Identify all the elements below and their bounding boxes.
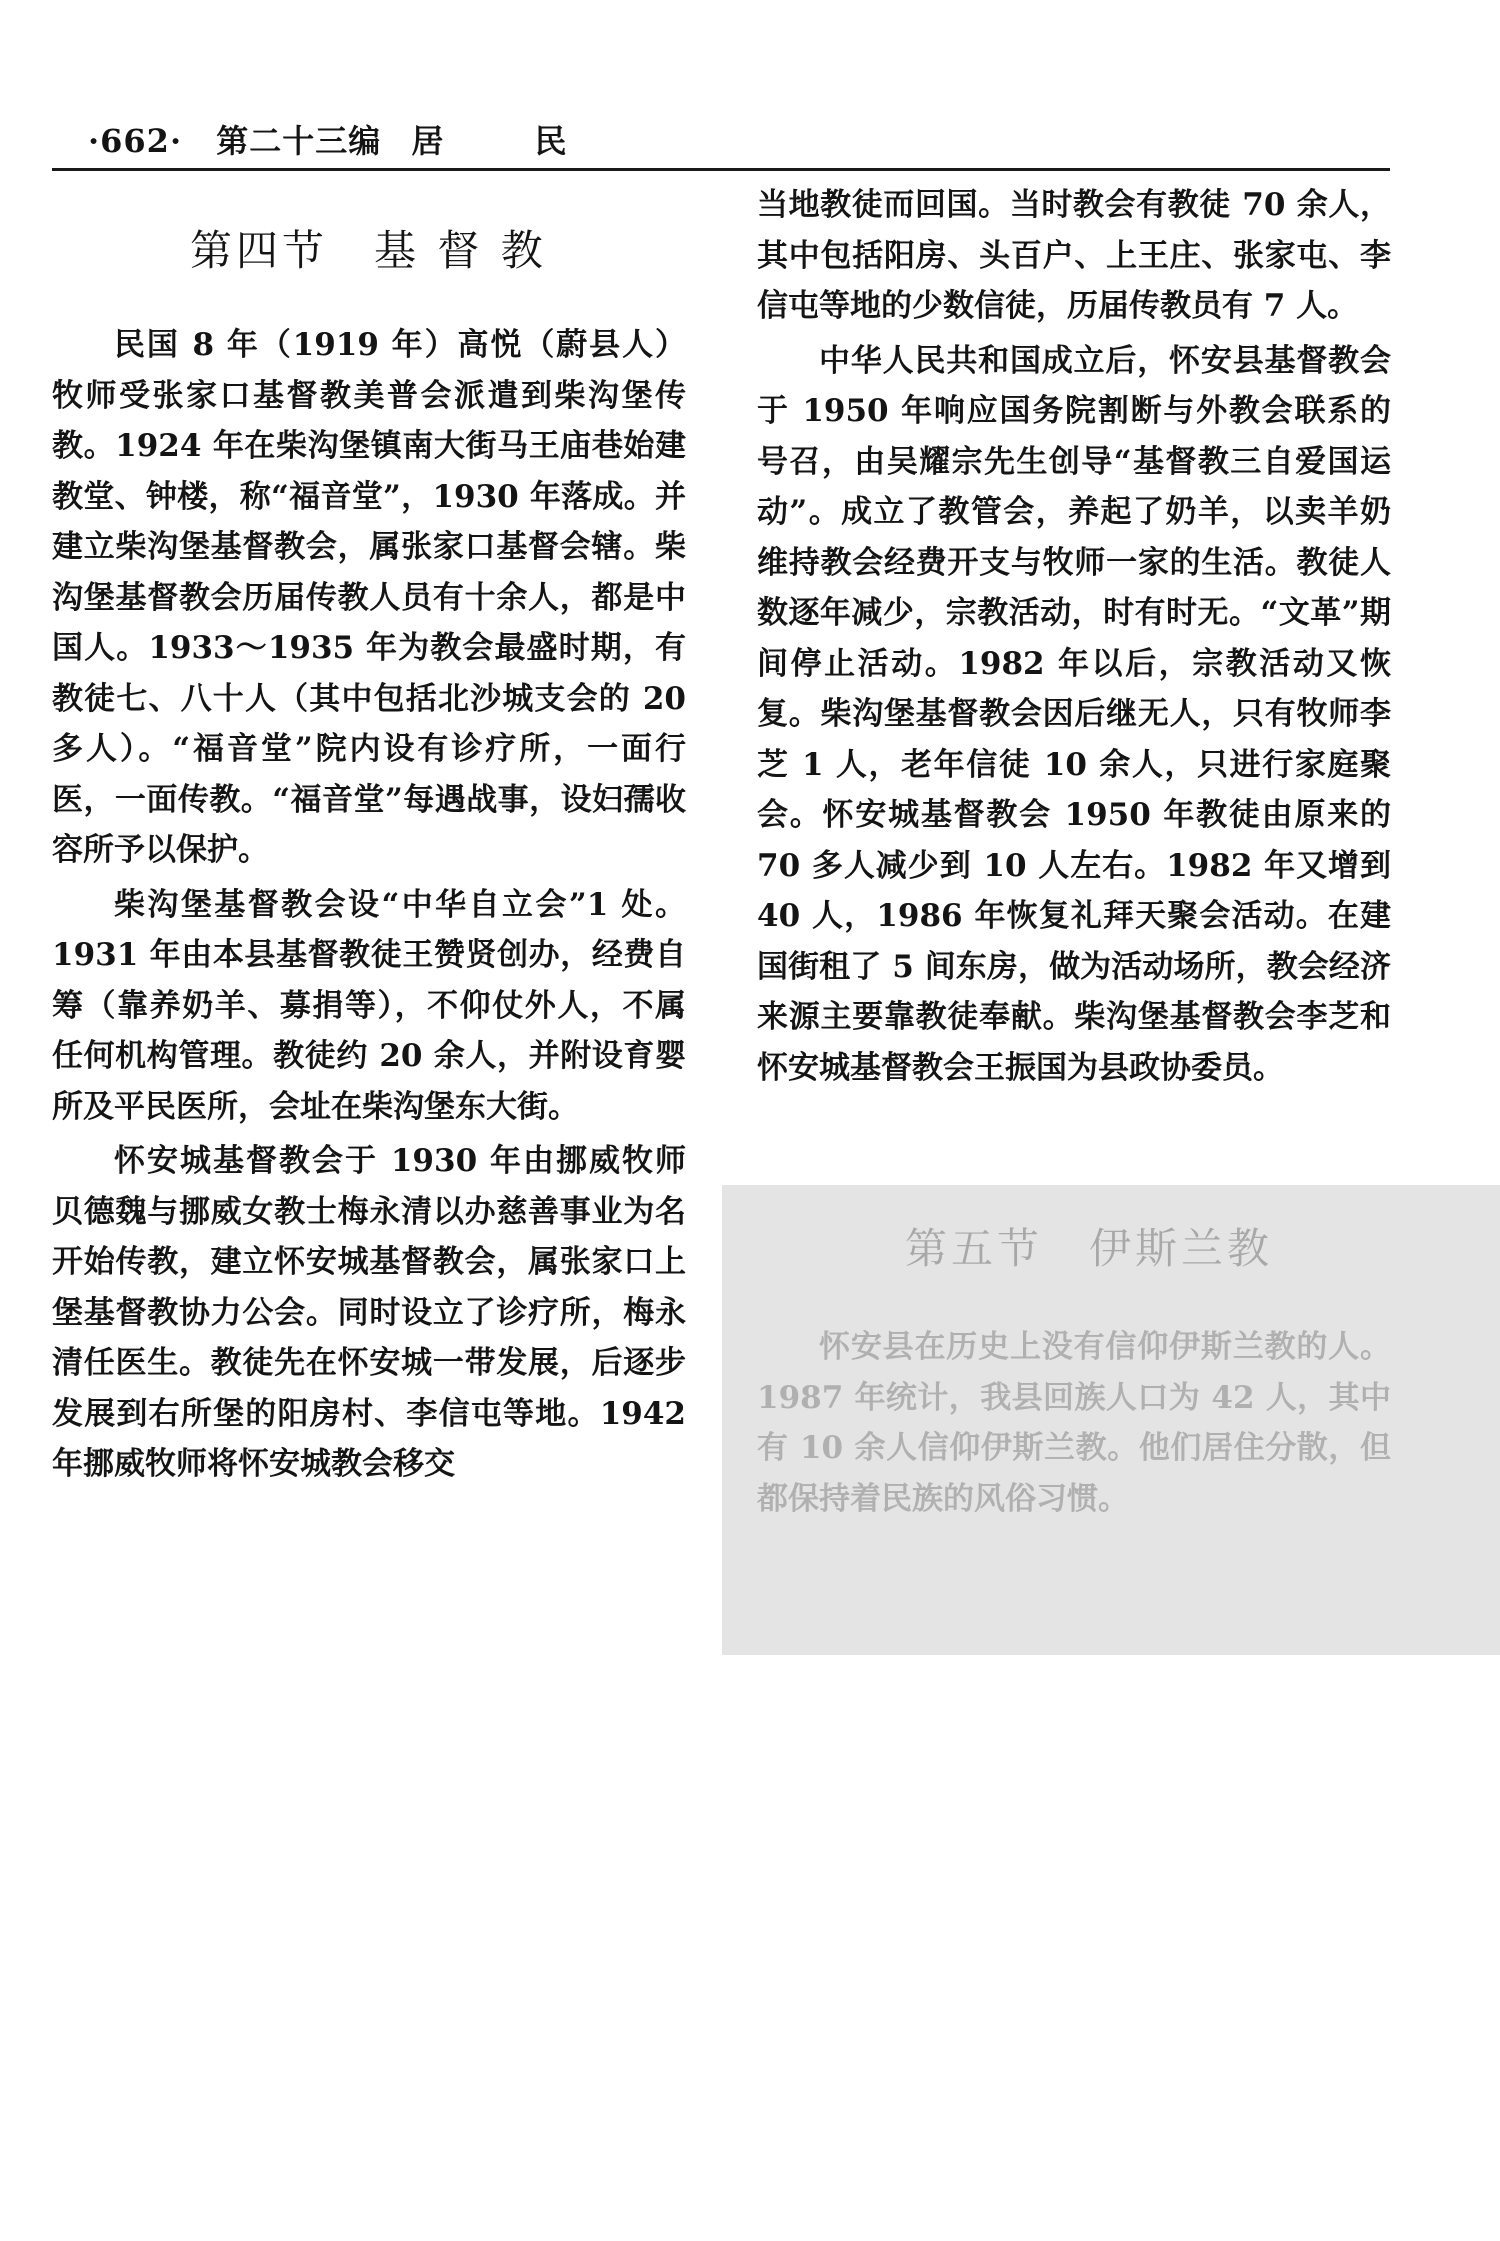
section-4-paragraph-4: 中华人民共和国成立后，怀安县基督教会于 1950 年响应国务院割断与外教会联系的号召，由吴耀宗先生创导“基督教三自爱国运动”。成立了教管会，养起了奶羊，以卖羊奶维持教会经费开支与牧师一家的生活。教徒人数逐年减少，宗教活动，时有时无。“文革”期间停止活动。1982 年以后，宗教活动又恢复。柴沟堡基督教会因后继无人，只有牧师李芝 1 人，老年信徒 10 余人，只进行家庭聚会。怀安城基督教会 1950 年教徒由原来的 70 多人减少到 10 人左右。1982 年又增到 40 人，1986 年恢复礼拜天聚会活动。在建国街租了 5 间东房，做为活动场所，教会经济来源主要靠教徒奉献。柴沟堡基督教会李芝和怀安城基督教会王振国为县政协委员。 [757, 342, 1391, 1086]
section-4-paragraph-3: 怀安城基督教会于 1930 年由挪威牧师贝德魏与挪威女教士梅永清以办慈善事业为名开始传教，建立怀安城基督教会，属张家口上堡基督教协力公会。同时设立了诊疗所，梅永清任医生。教徒先在怀安城一带发展，后逐步发展到右所堡的阳房村、李信屯等地。1942 年挪威牧师将怀安城教会移交 [52, 1143, 686, 1482]
right-column [757, 180, 1391, 1097]
header-rule [52, 168, 1390, 171]
part-subtitle: 居 民 [411, 122, 607, 160]
section-5-paragraph: 怀安县在历史上没有信仰伊斯兰教的人。1987 年统计，我县回族人口为 42 人，其中有 10 余人信仰伊斯兰教。他们居住分散，但都保持着民族的风俗习惯。 [757, 1329, 1391, 1517]
section-4-title: 第四节 基 督 教 [190, 226, 547, 275]
left-column [52, 320, 686, 1494]
part-title: 第二十三编 [216, 122, 382, 160]
running-head [88, 116, 607, 162]
page-number: ·662· [88, 122, 183, 160]
section-4-paragraph-2: 柴沟堡基督教会设“中华自立会”1 处。1931 年由本县基督教徒王赞贤创办，经费自筹（靠养奶羊、募捐等），不仰仗外人，不属任何机构管理。教徒约 20 余人，并附设育婴所及平民医所，会址在柴沟堡东大街。 [52, 886, 686, 1125]
section-4-paragraph-1: 民国 8 年（1919 年）高悦（蔚县人）牧师受张家口基督教美普会派遣到柴沟堡传教。1924 年在柴沟堡镇南大街马王庙巷始建教堂、钟楼，称“福音堂”，1930 年落成。并建立柴沟堡基督教会，属张家口基督会辖。柴沟堡基督教会历届传教人员有十余人，都是中国人。1933～1935 年为教会最盛时期，有教徒七、八十人（其中包括北沙城支会的 20 多人）。“福音堂”院内设有诊疗所，一面行医，一面传教。“福音堂”每遇战事，设妇孺收容所予以保护。 [52, 327, 686, 868]
section-4-continuation: 当地教徒而回国。当时教会有教徒 70 余人，其中包括阳房、头百户、上王庄、张家屯、李信屯等地的少数信徒，历届传教员有 7 人。 [757, 187, 1391, 324]
section-5-title: 第五节 伊斯兰教 [905, 1224, 1274, 1273]
section-5-column [757, 1322, 1391, 1528]
